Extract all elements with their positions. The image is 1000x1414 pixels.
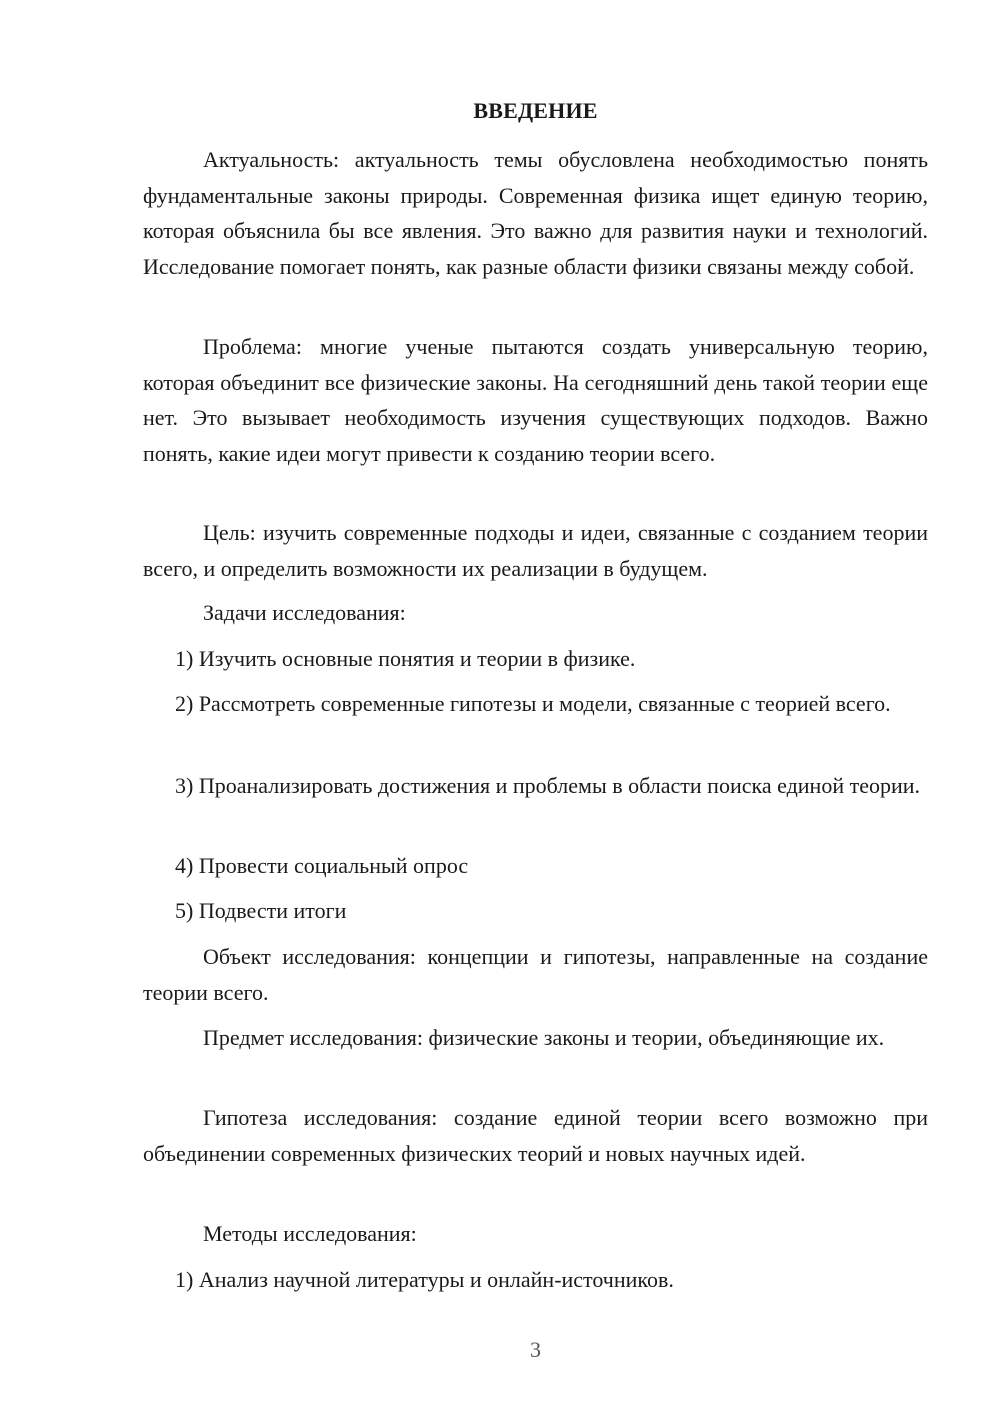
list-item-task-2: 2) Рассмотреть современные гипотезы и модели, связанные с теорией всего. — [175, 691, 891, 716]
list-item-method-1: 1) Анализ научной литературы и онлайн-источников. — [175, 1267, 674, 1292]
paragraph-subject: Предмет исследования: физические законы и теории, объединяющие их. — [203, 1025, 885, 1050]
paragraph-object: Объект исследования: концепции и гипотезы, направленные на создание теории всего. — [143, 944, 928, 1005]
paragraph-goal: Цель: изучить современные подходы и идеи, связанные с созданием теории всего, и определить возможности их реализации в будущем. — [143, 520, 928, 581]
paragraph-relevance: Актуальность: актуальность темы обусловлена необходимостью понять фундаментальные законы природы. Современная физика ищет единую теорию, которая объяснила бы все явления. Это важно для развития науки и технологий. Исследование помогает понять, как разные области физики связаны между собой. — [143, 147, 928, 279]
page-number: 3 — [530, 1337, 541, 1362]
list-item-task-3: 3) Проанализировать достижения и проблемы в области поиска единой теории. — [175, 773, 921, 798]
paragraph-problem: Проблема: многие ученые пытаются создать универсальную теорию, которая объединит все физические законы. На сегодняшний день такой теории еще нет. Это вызывает необходимость изучения существующих подходов. Важно понять, какие идеи могут привести к созданию теории всего. — [143, 334, 928, 466]
paragraph-tasks-heading: Задачи исследования: — [203, 600, 406, 625]
paragraph-methods-heading: Методы исследования: — [203, 1221, 417, 1246]
list-item-task-1: 1) Изучить основные понятия и теории в физике. — [175, 646, 636, 671]
list-item-task-4: 4) Провести социальный опрос — [175, 853, 469, 878]
section-title: ВВЕДЕНИЕ — [473, 98, 598, 123]
document-page — [143, 0, 928, 1414]
paragraph-hypothesis: Гипотеза исследования: создание единой теории всего возможно при объединении современных физических теорий и новых научных идей. — [143, 1105, 928, 1166]
list-item-task-5: 5) Подвести итоги — [175, 898, 347, 923]
